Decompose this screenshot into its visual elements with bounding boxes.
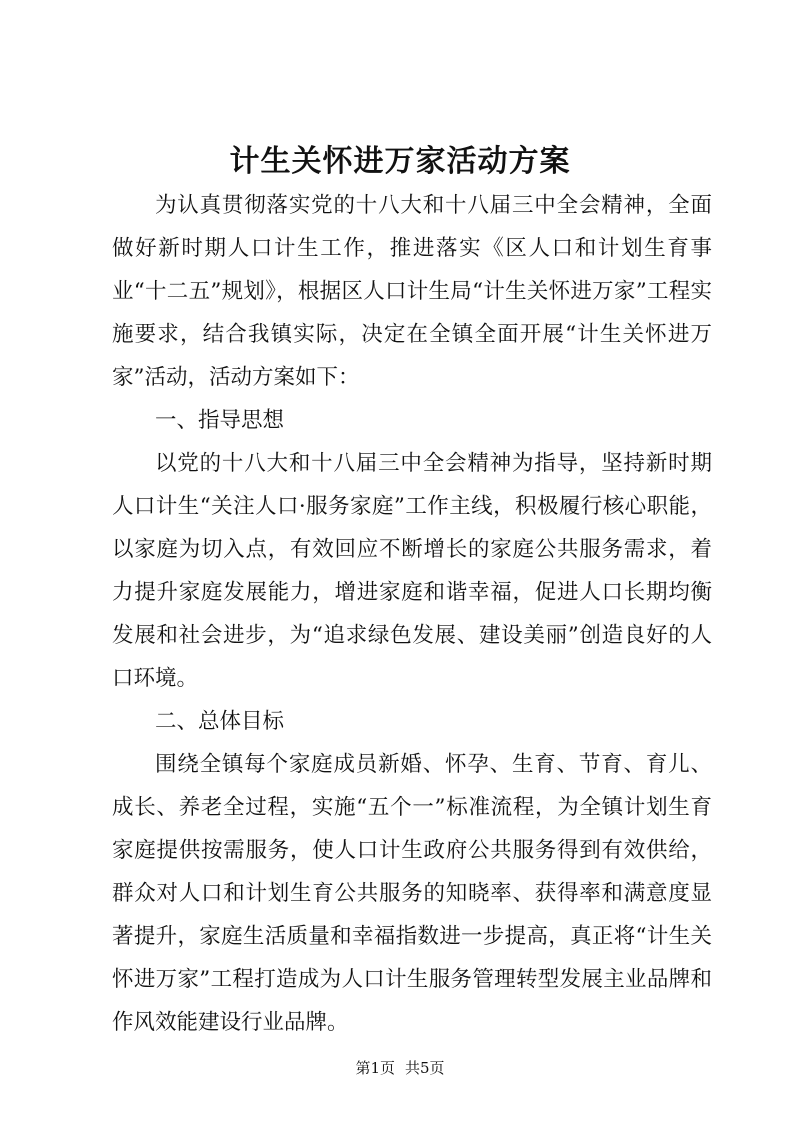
section-paragraph-overall-goal: 围绕全镇每个家庭成员新婚、怀孕、生育、节育、育儿、成长、养老全过程，实施“五个一”标准流程，为全镇计划生育家庭提供按需服务，使人口计生政府公共服务得到有效供给，群众对人口和计划生育公共服务的知晓率、获得率和满意度显著提升，家庭生活质量和幸福指数进一步提高，真正将“计生关怀进万家”工程打造成为人口计生服务管理转型发展主业品牌和作风效能建设行业品牌。 bbox=[112, 752, 712, 1035]
page-total: 共5页 bbox=[405, 1059, 445, 1077]
section-heading-guiding-ideology: 一、指导思想 bbox=[155, 408, 285, 433]
page-number: 第1页 bbox=[355, 1059, 395, 1077]
page-footer bbox=[0, 1058, 800, 1078]
intro-paragraph: 为认真贯彻落实党的十八大和十八届三中全会精神，全面做好新时期人口计生工作，推进落实《区人口和计划生育事业“十二五”规划》，根据区人口计生局“计生关怀进万家”工程实施要求，结合我镇实际，决定在全镇全面开展“计生关怀进万家”活动，活动方案如下： bbox=[112, 193, 712, 390]
document-body bbox=[112, 184, 712, 1044]
section-heading-overall-goal: 二、总体目标 bbox=[155, 709, 285, 734]
document-title: 计生关怀进万家活动方案 bbox=[229, 144, 571, 179]
section-paragraph-guiding-ideology: 以党的十八大和十八届三中全会精神为指导，坚持新时期人口计生“关注人口·服务家庭”工作主线，积极履行核心职能，以家庭为切入点，有效回应不断增长的家庭公共服务需求，着力提升家庭发展能力，增进家庭和谐幸福，促进人口长期均衡发展和社会进步，为“追求绿色发展、建设美丽”创造良好的人口环境。 bbox=[112, 451, 712, 691]
